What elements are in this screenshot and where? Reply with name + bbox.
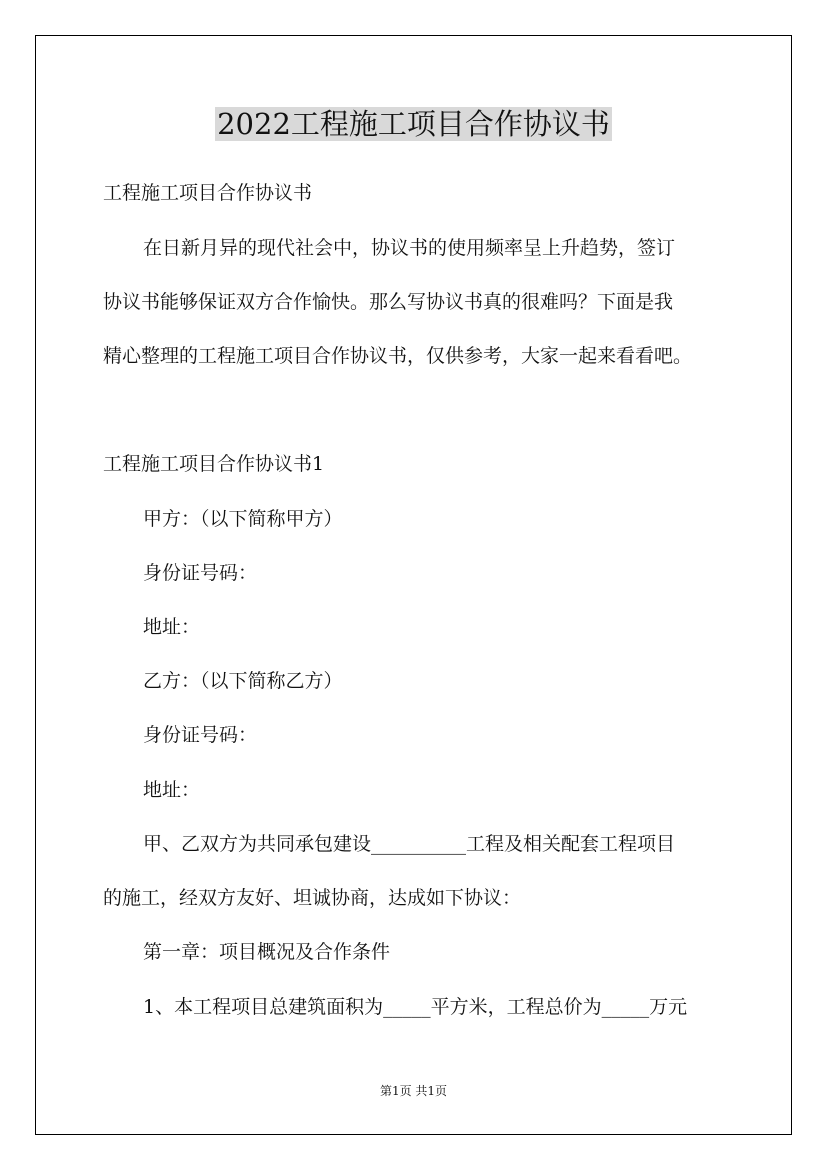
party-b-label: 乙方：（以下简称乙方） <box>143 670 343 692</box>
intro-paragraph-line: 协议书能够保证双方合作愉快。那么写协议书真的很难吗？下面是我 <box>103 291 674 313</box>
party-a-address-label: 地址： <box>143 616 201 638</box>
agreement-heading: 工程施工项目合作协议书1 <box>103 453 325 475</box>
page-number: 第1页 共1页 <box>379 1084 448 1098</box>
document-title: 2022工程施工项目合作协议书 <box>217 107 610 141</box>
clause-line: 1、本工程项目总建筑面积为_____平方米，工程总价为_____万元 <box>143 996 688 1018</box>
party-a-label: 甲方：（以下简称甲方） <box>143 508 343 530</box>
party-b-id-label: 身份证号码： <box>143 724 258 746</box>
intro-paragraph-line: 精心整理的工程施工项目合作协议书，仅供参考，大家一起来看看吧。 <box>103 345 693 367</box>
agreement-paragraph-line: 甲、乙双方为共同承包建设__________工程及相关配套工程项目 <box>143 833 676 855</box>
intro-paragraph-line: 在日新月异的现代社会中，协议书的使用频率呈上升趋势，签订 <box>143 237 676 259</box>
party-a-id-label: 身份证号码： <box>143 562 258 584</box>
party-b-address-label: 地址： <box>143 779 201 801</box>
agreement-paragraph-line: 的施工，经双方友好、坦诚协商，达成如下协议： <box>103 887 522 909</box>
chapter-heading: 第一章：项目概况及合作条件 <box>143 941 391 963</box>
section-heading: 工程施工项目合作协议书 <box>103 182 313 204</box>
